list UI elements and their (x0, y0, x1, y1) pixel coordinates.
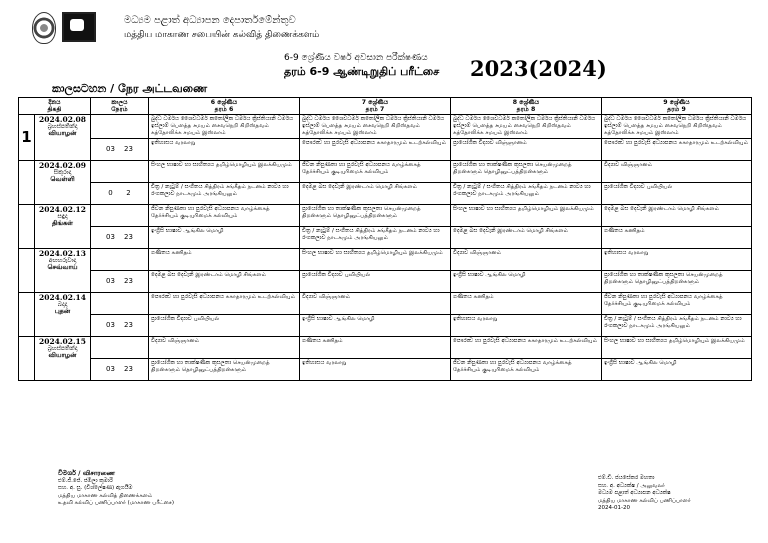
time-slot (91, 293, 149, 315)
empty-cell (19, 337, 35, 381)
grade-9-header: 9 ශ්‍රේණිය தரம் 9 (602, 98, 752, 115)
day-name-sinhala: බදාදා (57, 301, 68, 308)
timetable-row (19, 161, 752, 183)
subject-cell-grade-7: ඉංග්‍රීසි භාෂාව ஆங்கில மொழி (300, 315, 451, 337)
time-end: 23 (124, 365, 133, 373)
timetable-row (19, 359, 752, 381)
subject-cell-grade-9: ජීවන නිපුණතා හා පුරවැසි අධ්‍යාපනය வாழ்க்கைத் தேர்ச்சியும் குடியுரிமைக் கல்வியும் (602, 293, 752, 315)
timetable-row (19, 139, 752, 161)
subject-cell-grade-9: සිංහල භාෂාව හා සාහිත්‍යය தமிழ்மொழியும் இலக்கியமும் (602, 337, 752, 359)
subject-cell-grade-6: ජීවන නිපුණතා හා පුරවැසි අධ්‍යාපනය வாழ்க்கைத் தேர்ச்சியும் குடியுரிமைக் கல்வியும் (149, 205, 300, 227)
date-value: 2024.02.12 (39, 205, 86, 214)
day-name-tamil: வியாழன் (48, 129, 77, 137)
footer-right-line: සහ. අ. අධ්‍යක්ෂ / அலுவலர் (598, 482, 665, 489)
timetable-row (19, 337, 752, 359)
subject-cell-grade-8: ඉතිහාසය வரலாறு (451, 315, 602, 337)
subject-cell-grade-7: චිත්‍ර / නැටුම් / සංගීතය சித்திரம் சங்கீதம் நடனம் නාට්‍ය හා රංගකලාව நாடகமும் அரங்கியலும் (300, 227, 451, 249)
time-start: 03 (106, 145, 115, 153)
day-name-sinhala: සිකුරාදා (53, 169, 72, 176)
empty-cell (19, 205, 35, 249)
timetable-row (19, 115, 752, 139)
subject-cell-grade-7: ගණිතය கணிதம் (300, 337, 451, 359)
empty-cell (19, 249, 35, 293)
subject-cell-grade-6: ප්‍රායෝගික විද්‍යාව புவியியல் (149, 315, 300, 337)
timetable-row (19, 205, 752, 227)
subject-cell-grade-6: සිංහල භාෂාව හා සාහිත්‍යය தமிழ்மொழியும் இலக்கியமும் (149, 161, 300, 183)
footer-date: 2024-01-20 (598, 505, 630, 511)
day-name-tamil: வெள்ளி (50, 175, 75, 183)
time-slot (91, 359, 149, 381)
subject-cell-grade-6: බුද්ධ ධර්මය ශෛවධර්ම කතෝලික ධර්මය ක්‍රිස්තියානි ධර්මය ඉස්ලාම් பௌத்த சமயம் சைவநெறி கிறிஸ்தவம் கத்தோலிக்க சமயம் இஸ்லாம் (149, 115, 300, 139)
day-name-sinhala: සඳුදා (57, 213, 68, 220)
subject-cell-grade-7: ජීවන නිපුණතා හා පුරවැසි අධ්‍යාපනය வாழ்க்கைத் தேர்ச்சியும் குடியுரிமைக் கல்வியும் (300, 161, 451, 183)
footer-left-line: එම්.ජී.ජේ. ජමීලා කුමාරි (58, 477, 113, 484)
footer-left-line: மத்திய மாகாண கல்வித் திணைக்களம் (58, 492, 153, 499)
subject-cell-grade-8: ගණිතය கணிதம் (451, 293, 602, 315)
exam-date (35, 337, 91, 381)
exam-year: 2023(2024) (470, 56, 607, 81)
footer-right-line: මධ්‍යම පළාත් අධ්‍යාපන අධ්‍යක්ෂ (598, 490, 671, 496)
subject-cell-grade-6: ප්‍රායෝගික හා තාක්ෂණික කුසලතා செயன்முறைத் திறன்களும் தொழினுட்பத்திறன்களும் (149, 359, 300, 381)
exam-title-tamil: தரம் 6-9 ஆண்டிறுதிப் பரீட்சை (284, 65, 440, 78)
time-slot (91, 249, 149, 271)
subject-cell-grade-8: බුද්ධ ධර්මය ශෛවධර්ම කතෝලික ධර්මය ක්‍රිස්තියානි ධර්මය ඉස්ලාම් பௌத்த சமயம் சைவநெறி கிறிஸ்தவம் கத்தோலிக்க சமயம் இஸ்லாம் (451, 115, 602, 139)
timetable-row (19, 183, 752, 205)
timetable (18, 97, 752, 381)
time-start: 0 (108, 189, 113, 197)
grade-8-header: 8 ශ්‍රේණිය தரம் 8 (451, 98, 602, 115)
exam-date (35, 205, 91, 249)
time-slot (91, 315, 149, 337)
footer-right-line: එම්.ඩී. ජයසේකර මහතා (598, 475, 655, 481)
subject-cell-grade-8: චිත්‍ර / නැටුම් / සංගීතය சித்திரம் சங்கீதம் நடனம் නාට්‍ය හා රංගකලාව நாடகமும் அரங்கியலும் (451, 183, 602, 205)
time-end: 23 (124, 233, 133, 241)
subject-cell-grade-9: පෞරත්‍ව හා පුරවැසි අධ්‍යාපනය சுகாதாரமும் உடற்கல்வியும் (602, 139, 752, 161)
timetable-title: කාලසටහන / நேர அட்டவணை (52, 82, 208, 95)
subject-cell-grade-6: විද්‍යාව விஞ்ஞானம் (149, 337, 300, 359)
date-value: 2024.02.13 (39, 249, 86, 258)
subject-cell-grade-9: චිත්‍ර / නැටුම් / සංගීතය சித்திரம் சங்கீதம் நடனம் නාට්‍ය හා රංගකලාව நாடகமும் அரங்கியலும் (602, 315, 752, 337)
time-slot (91, 115, 149, 139)
time-start: 03 (106, 321, 115, 329)
footer-inquiries (58, 470, 174, 508)
time-end: 2 (126, 189, 131, 197)
time-end: 23 (124, 277, 133, 285)
timetable-row (19, 227, 752, 249)
grade-7-header: 7 ශ්‍රේණිය தரம் 7 (300, 98, 451, 115)
time-slot (91, 227, 149, 249)
exam-date (35, 249, 91, 293)
exam-date (35, 115, 91, 161)
subject-cell-grade-8: සිංහල භාෂාව හා සාහිත්‍යය தமிழ்மொழியும் இலக்கியமும் (451, 205, 602, 227)
time-start: 03 (106, 233, 115, 241)
exam-title-sinhala: 6-9 ශ්‍රේණිය වර්ෂ අවසාන පරීක්ෂණය (284, 53, 428, 63)
subject-cell-grade-9: විද්‍යාව விஞ்ஞானம் (602, 161, 752, 183)
day-name-sinhala: බ්‍රහස්පතින්දා (47, 123, 78, 130)
subject-cell-grade-8: දෙමළ බස දෙවැනි இரண்டாம் மொழி சிங்களம் (451, 227, 602, 249)
organization-name (124, 14, 319, 42)
time-end: 23 (124, 321, 133, 329)
subject-cell-grade-7: ප්‍රායෝගික හා තාක්ෂණික කුසලතා செயன்முறைத் திறன்களும் தொழினுட்பத்திறன்களும் (300, 205, 451, 227)
subject-cell-grade-7: ඉතිහාසය வரலாறு (300, 359, 451, 381)
day-name-tamil: புதன் (54, 307, 71, 315)
subject-cell-grade-9: ගණිතය கணிதம் (602, 227, 752, 249)
time-slot (91, 183, 149, 205)
subject-cell-grade-8: විද්‍යාව விஞ்ஞானம் (451, 249, 602, 271)
time-slot (91, 271, 149, 293)
subject-cell-grade-7: විද්‍යාව விஞ்ஞானம் (300, 293, 451, 315)
empty-cell (19, 293, 35, 337)
subject-cell-grade-9: ඉංග්‍රීසි භාෂාව ஆங்கில மொழி (602, 359, 752, 381)
timetable-row (19, 249, 752, 271)
footer-signature (598, 475, 691, 513)
exam-title (284, 52, 439, 78)
date-value: 2024.02.14 (39, 293, 86, 302)
subject-cell-grade-8: ඉංග්‍රීසි භාෂාව ஆங்கில மொழி (451, 271, 602, 293)
footer-left-line: සහ. අ. සු. (විශ්ලේෂණ) ඇගයීම (58, 485, 133, 491)
subject-cell-grade-9: ඉතිහාසය வரலாறு (602, 249, 752, 271)
subject-cell-grade-6: පෞරත්‍ව හා පුරවැසි අධ්‍යාපනය சுகாதாரமும் உடற்கல்வியும் (149, 293, 300, 315)
lion-flag-icon (62, 12, 96, 42)
subject-cell-grade-7: බුද්ධ ධර්මය ශෛවධර්ම කතෝලික ධර්මය ක්‍රිස්තියානි ධර්මය ඉස්ලාම් பௌத்த சமயம் சைவநெறி கிறிஸ்தவம் கத்தோலிக்க சமயம் இஸ்லாம் (300, 115, 451, 139)
timetable-header-row (19, 98, 752, 115)
day-header: දිනය திகதி (19, 98, 91, 115)
subject-cell-grade-6: ඉංග්‍රීසි භාෂාව ஆங்கில மொழி (149, 227, 300, 249)
footer-left-heading: විමර්ශ / விசாரணை (58, 469, 115, 477)
subject-cell-grade-9: ප්‍රායෝගික විද්‍යාව புவியியல் (602, 183, 752, 205)
subject-cell-grade-6: ගණිතය கணிதம் (149, 249, 300, 271)
subject-cell-grade-6: ඉතිහාසය வரலாறு (149, 139, 300, 161)
grade-6-header: 6 ශ්‍රේණිය தரம் 6 (149, 98, 300, 115)
day-name-tamil: திங்கள் (51, 219, 74, 227)
footer-left-line: உதவி கல்விப் பணிப்பாளர் (மாகாண பரீட்சை) (58, 500, 174, 506)
day-name-tamil: வியாழன் (48, 351, 77, 359)
subject-cell-grade-8: ජීවන නිපුණතා හා පුරවැසි අධ්‍යාපනය வாழ்க்கைத் தேர்ச்சியும் குடியுரிமைக் கல்வியும் (451, 359, 602, 381)
week-number: 1 (19, 115, 35, 161)
time-slot (91, 139, 149, 161)
day-name-sinhala: බ්‍රහස්පතින්දා (47, 345, 78, 352)
provincial-emblem-icon (32, 12, 56, 44)
empty-cell (19, 161, 35, 205)
time-header: කාලය நேரம் (91, 98, 149, 115)
date-value: 2024.02.15 (39, 337, 86, 346)
time-slot (91, 337, 149, 359)
date-value: 2024.02.09 (39, 161, 86, 170)
subject-cell-grade-9: දෙමළ බස දෙවැනි இரண்டாம் மொழி சிங்களம் (602, 205, 752, 227)
subject-cell-grade-8: පෞරත්‍ව හා පුරවැසි අධ්‍යාපනය சுகாதாரமும் உடற்கல்வியும் (451, 337, 602, 359)
timetable-row (19, 271, 752, 293)
header-logos (32, 12, 96, 44)
org-sinhala: මධ්‍යම පළාත් අධ්‍යාපන දෙපාර්තමේන්තුව (124, 15, 296, 26)
exam-date (35, 293, 91, 337)
subject-cell-grade-9: ප්‍රායෝගික හා තාක්ෂණික කුසලතා செயன்முறைத் திறன்களும் தொழினுட்பத்திறன்களும் (602, 271, 752, 293)
exam-date (35, 161, 91, 205)
subject-cell-grade-6: චිත්‍ර / නැටුම් / සංගීතය சித்திரம் சங்கீதம் நடனம் නාට්‍ය හා රංගකලාව நாடகமும் அரங்கியலும் (149, 183, 300, 205)
subject-cell-grade-8: ප්‍රායෝගික හා තාක්ෂණික කුසලතා செயன்முறைத் திறன்களும் தொழினுட்பத்திறன்களும் (451, 161, 602, 183)
subject-cell-grade-9: බුද්ධ ධර්මය ශෛවධර්ම කතෝලික ධර්මය ක්‍රිස්තියානි ධර්මය ඉස්ලාම් பௌத்த சமயம் சைவநெறி கிறிஸ்தவம் கத்தோலிக்க சமயம் இஸ்லாம் (602, 115, 752, 139)
subject-cell-grade-7: සිංහල භාෂාව හා සාහිත්‍යය தமிழ்மொழியும் இலக்கியமும் (300, 249, 451, 271)
time-slot (91, 161, 149, 183)
footer-right-line: மத்திய மாகாண கல்விப் பணிப்பாளர் (598, 497, 691, 504)
time-start: 03 (106, 365, 115, 373)
timetable-row (19, 293, 752, 315)
subject-cell-grade-8: ප්‍රායෝගික විද්‍යාව விஞ்ஞானம் (451, 139, 602, 161)
day-name-sinhala: අඟහරුවාදා (48, 257, 77, 264)
org-tamil: மத்திய மாகாண சபையின் கல்வித் திணைக்களம் (124, 30, 320, 40)
subject-cell-grade-7: ප්‍රායෝගික විද්‍යාව புவியியல் (300, 271, 451, 293)
subject-cell-grade-7: දෙමළ බස දෙවැනි இரண்டாம் மொழி சிங்களம் (300, 183, 451, 205)
time-slot (91, 205, 149, 227)
time-start: 03 (106, 277, 115, 285)
timetable-row (19, 315, 752, 337)
day-name-tamil: செவ்வாய் (47, 263, 78, 271)
time-end: 23 (124, 145, 133, 153)
subject-cell-grade-6: දෙමළ බස දෙවැනි இரண்டாம் மொழி சிங்களம் (149, 271, 300, 293)
date-value: 2024.02.08 (39, 115, 86, 124)
subject-cell-grade-7: පෞරත්‍ව හා පුරවැසි අධ්‍යාපනය சுகாதாரமும் உடற்கல்வியும் (300, 139, 451, 161)
